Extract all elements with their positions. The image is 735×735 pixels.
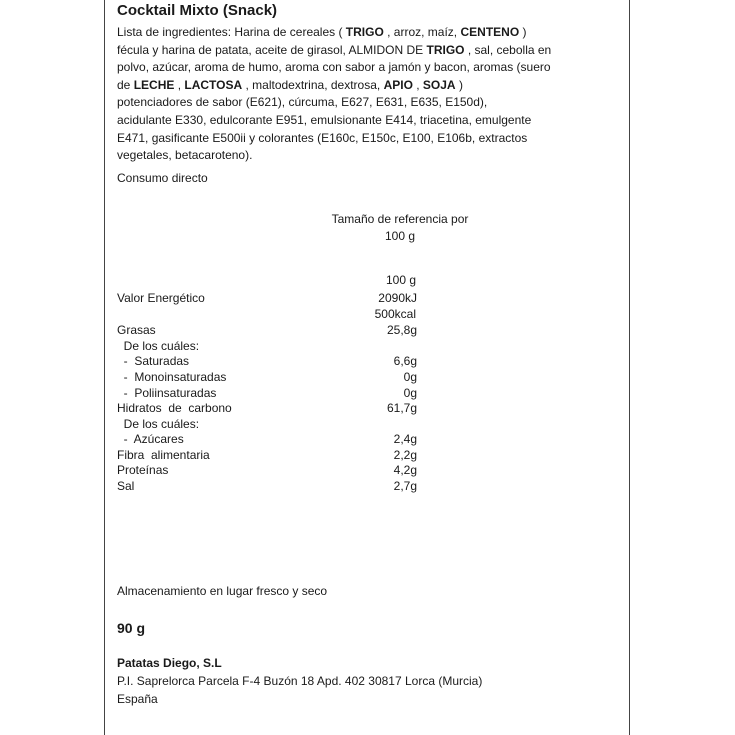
ingredient-text: , maltodextrina, dextrosa, <box>242 77 384 92</box>
ingredient-text: , arroz, maíz, <box>383 25 461 39</box>
ingredient-text: , sal, cebolla en <box>464 42 552 57</box>
company-country: España <box>117 692 158 706</box>
reference-size-line2: 100 g <box>384 229 416 243</box>
ingredient-text: vegetales, betacaroteno). <box>117 148 253 163</box>
nutrition-row <box>117 370 417 386</box>
ingredients-line <box>117 94 622 112</box>
nutrition-label: De los cuáles: <box>117 417 200 431</box>
ingredients-list <box>117 24 622 165</box>
allergen-text: TRIGO <box>345 25 384 39</box>
allergen-text: TRIGO <box>426 42 465 57</box>
ingredient-text: E471, gasificante E500ii y colorantes (E160c, E150c, E100, E106b, extractos <box>117 130 528 145</box>
nutrition-value: 2,4g <box>393 432 417 446</box>
net-weight: 90 g <box>117 620 146 636</box>
reference-size-header <box>290 211 510 245</box>
nutrition-value: 6,6g <box>393 354 417 368</box>
ingredient-text: ) <box>455 77 463 92</box>
nutrition-row <box>117 479 417 495</box>
company-name: Patatas Diego, S.L <box>117 656 222 670</box>
allergen-text: SOJA <box>422 77 456 92</box>
nutrition-label: - Poliinsaturadas <box>117 386 217 400</box>
nutrition-value: 0g <box>403 370 417 384</box>
ingredients-line <box>117 42 622 60</box>
allergen-text: LACTOSA <box>184 77 243 92</box>
ingredients-line <box>117 147 622 165</box>
allergen-text: APIO <box>383 77 413 92</box>
ingredients-line <box>117 59 622 77</box>
nutrition-value: 61,7g <box>386 401 417 415</box>
ingredient-text: fécula y harina de patata, aceite de girasol, ALMIDON DE <box>117 42 427 57</box>
ingredients-line <box>117 24 622 42</box>
ingredient-text: Lista de ingredientes: Harina de cereales ( <box>117 25 346 39</box>
product-title: Cocktail Mixto (Snack) <box>117 2 278 19</box>
nutrition-value: 4,2g <box>393 463 417 477</box>
allergen-text: CENTENO <box>460 25 520 39</box>
ingredient-text: de <box>117 77 134 92</box>
storage-note: Almacenamiento en lugar fresco y seco <box>117 584 328 598</box>
allergen-text: LECHE <box>133 77 175 92</box>
nutrition-value: 25,8g <box>386 323 417 337</box>
nutrition-label: Fibra alimentaria <box>117 448 210 462</box>
nutrition-row <box>117 401 417 417</box>
nutrition-label: - Monoinsaturadas <box>117 370 227 384</box>
nutrition-row <box>117 417 417 433</box>
nutrition-label: - Azúcares <box>117 432 184 446</box>
nutrition-row <box>117 448 417 464</box>
ingredients-line <box>117 77 622 95</box>
ingredients-line <box>117 112 622 130</box>
nutrition-label: - Saturadas <box>117 354 190 368</box>
nutrition-value: 0g <box>403 386 417 400</box>
nutrition-label: Grasas <box>117 323 156 337</box>
ingredient-text: potenciadores de sabor (E621), cúrcuma, E627, E631, E635, E150d), <box>117 95 488 110</box>
nutrition-row <box>117 354 417 370</box>
ingredient-text: acidulante E330, edulcorante E951, emulsionante E414, triacetina, emulgente <box>117 112 532 127</box>
nutrition-label: Sal <box>117 479 135 493</box>
ingredient-text: polvo, azúcar, aroma de humo, aroma con sabor a jamón y bacon, aromas (suero <box>117 60 551 75</box>
nutrition-row <box>117 323 417 339</box>
nutrition-value: 2,7g <box>393 479 417 493</box>
nutrition-label: De los cuáles: <box>117 339 200 353</box>
ingredient-text: , <box>174 77 185 92</box>
nutrition-row-energy <box>117 291 417 307</box>
company-address: P.I. Saprelorca Parcela F-4 Buzón 18 Apd. 402 30817 Lorca (Murcia) <box>117 674 483 688</box>
nutrition-column-header: 100 g <box>385 273 416 287</box>
nutrition-row <box>117 339 417 355</box>
ingredient-text: , <box>412 77 423 92</box>
nutrition-label: Valor Energético <box>117 291 205 305</box>
ingredient-text: ) <box>519 25 527 39</box>
nutrition-label: Proteínas <box>117 463 169 477</box>
energy-kcal-value: 500kcal <box>374 307 416 321</box>
consumption-note: Consumo directo <box>117 171 208 185</box>
nutrition-label: Hidratos de carbono <box>117 401 232 415</box>
ingredients-line <box>117 130 622 148</box>
nutrition-value: 2,2g <box>393 448 417 462</box>
reference-size-line1: Tamaño de referencia por <box>331 212 469 226</box>
nutrition-row <box>117 463 417 479</box>
nutrition-value: 2090kJ <box>378 291 417 305</box>
nutrition-row <box>117 432 417 448</box>
nutrition-row <box>117 386 417 402</box>
